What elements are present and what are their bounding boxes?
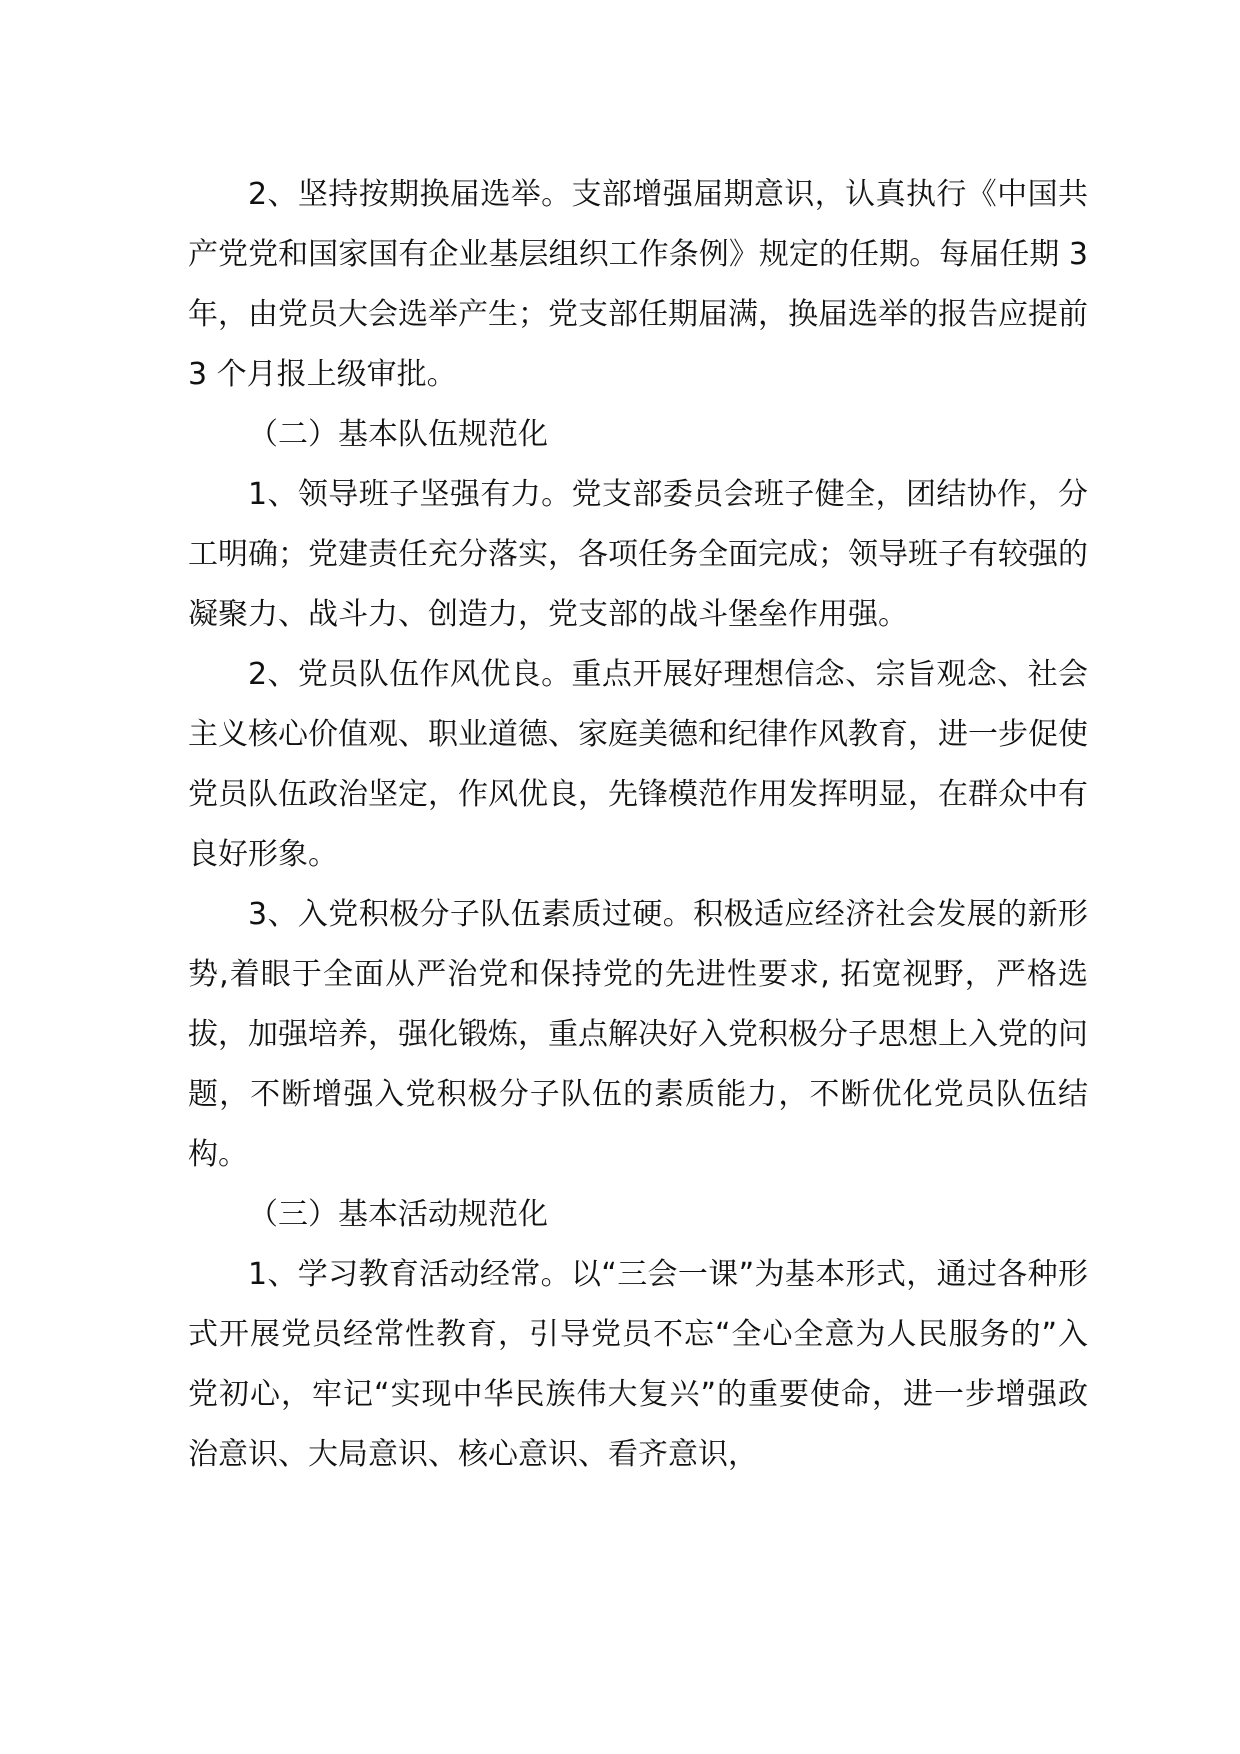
section-heading-activities: （三）基本活动规范化 xyxy=(248,1197,548,1232)
paragraph-member-style: 2、党员队伍作风优良。重点开展好理想信念、宗旨观念、社会主义核心价值观、职业道德、家庭美德和纪律作风教育，进一步促使党员队伍政治坚定，作风优良，先锋模范作用发挥明显，在群众中有良好形象。 xyxy=(188,657,1088,872)
paragraph-study-education: 1、学习教育活动经常。以“三会一课”为基本形式，通过各种形式开展党员经常性教育，引导党员不忘“全心全意为人民服务的”入党初心，牢记“实现中华民族伟大复兴”的重要使命，进一步增强政治意识、大局意识、核心意识、看齐意识， xyxy=(188,1257,1088,1472)
document-body xyxy=(188,165,1088,1485)
section-heading-team: （二）基本队伍规范化 xyxy=(248,417,548,452)
paragraph-leadership: 1、领导班子坚强有力。党支部委员会班子健全，团结协作，分工明确；党建责任充分落实，各项任务全面完成；领导班子有较强的凝聚力、战斗力、创造力，党支部的战斗堡垒作用强。 xyxy=(188,477,1088,632)
paragraph-activists: 3、入党积极分子队伍素质过硬。积极适应经济社会发展的新形势,着眼于全面从严治党和保持党的先进性要求, 拓宽视野，严格选拔，加强培养，强化锻炼，重点解决好入党积极分子思想上入党的问题，不断增强入党积极分子队伍的素质能力，不断优化党员队伍结构。 xyxy=(188,897,1088,1172)
paragraph-term-election: 2、坚持按期换届选举。支部增强届期意识，认真执行《中国共产党党和国家国有企业基层组织工作条例》规定的任期。每届任期 3 年，由党员大会选举产生；党支部任期届满，换届选举的报告应提前 3 个月报上级审批。 xyxy=(188,177,1088,392)
